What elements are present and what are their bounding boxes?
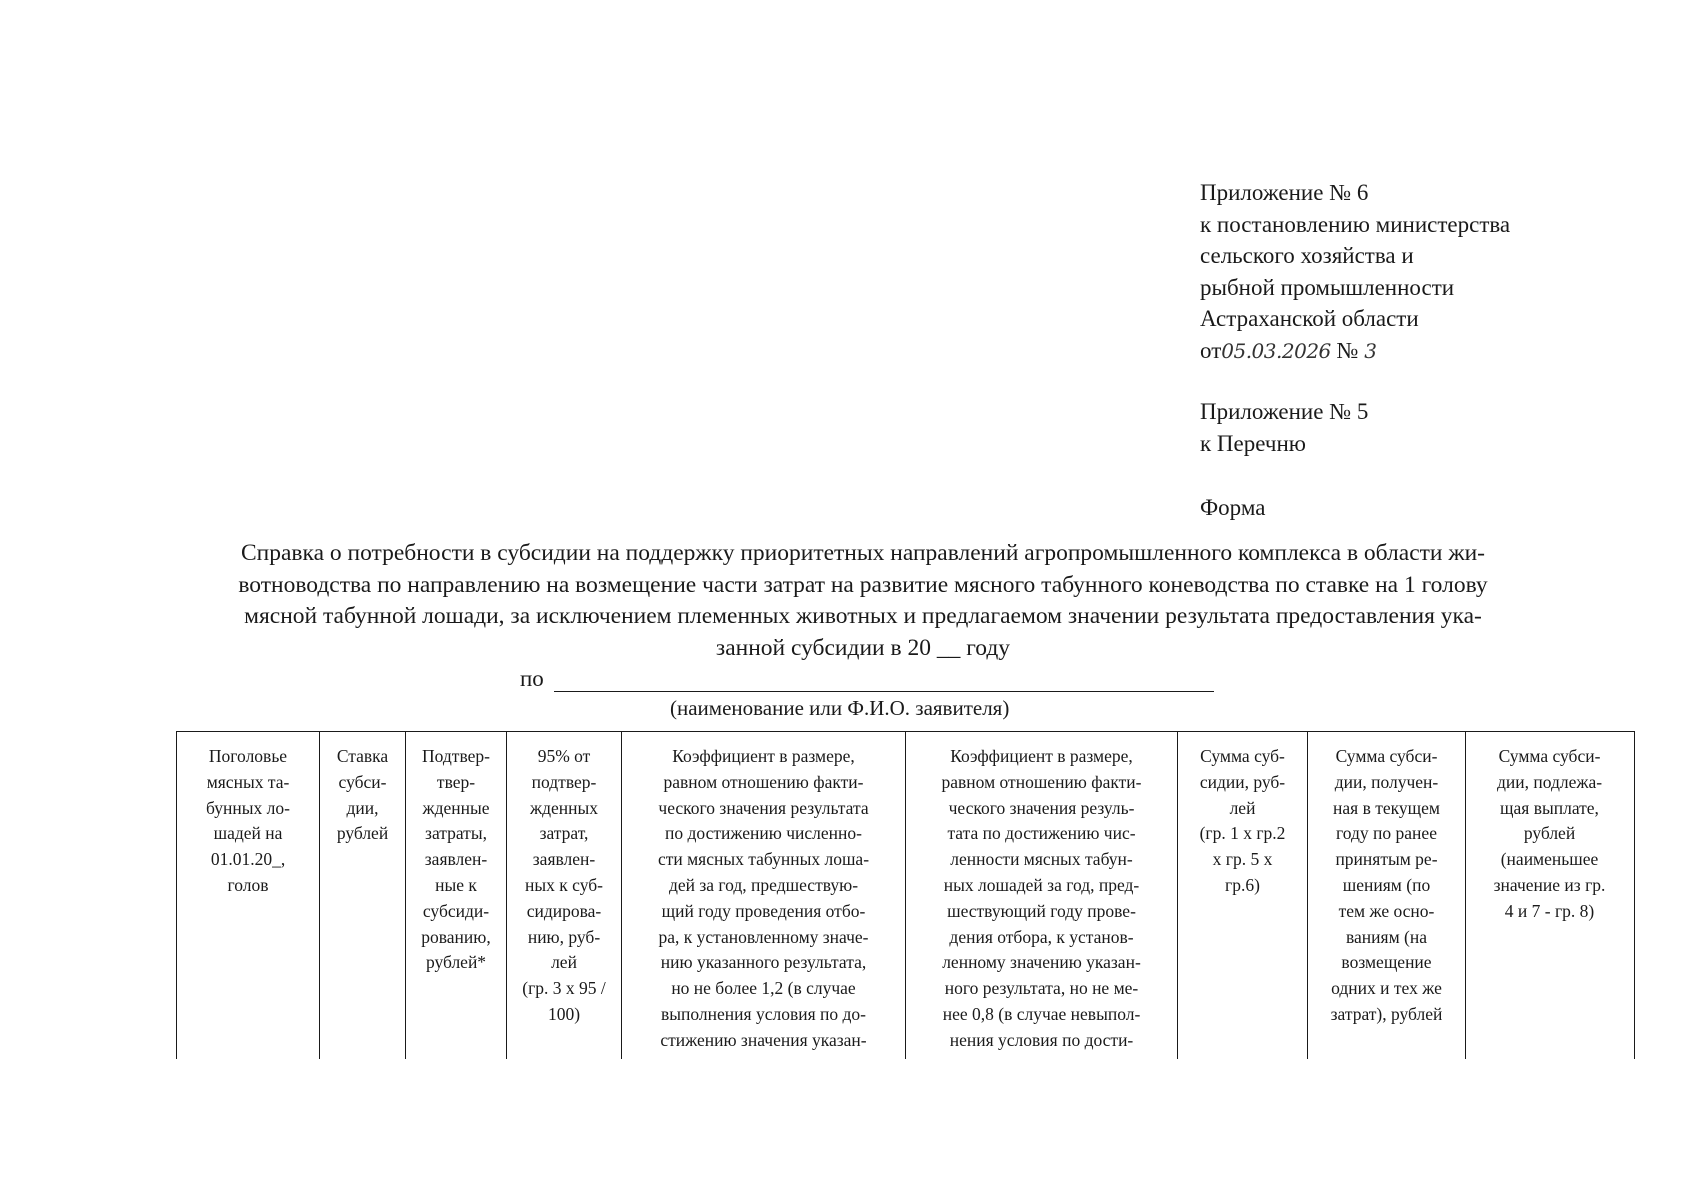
appendix-6-date-line — [1200, 335, 1510, 368]
column-header-line: нию, руб- — [527, 926, 601, 947]
column-header-line: ных к суб- — [525, 874, 603, 895]
column-header-line: Ставка — [336, 746, 389, 766]
column-header-line: ваниям (на — [1346, 926, 1427, 947]
column-header-line: нее 0,8 (в случае невыпол- — [942, 1003, 1141, 1024]
column-header-line: (гр. 3 x 95 / — [522, 978, 606, 999]
document-title — [128, 538, 1598, 664]
title-line: мясной табунной лошади, за исключением племенных животных и предлагаемом значении результата предоставления ука- — [244, 603, 1482, 629]
appendix-5-line: Приложение № 5 — [1200, 399, 1369, 424]
column-header-line: шадей на — [213, 823, 283, 844]
appendix-6-block — [1200, 177, 1510, 367]
column-header-line: сти мясных табунных лоша- — [657, 849, 870, 870]
column-header-line: Подтвер- — [422, 746, 490, 766]
handwritten-date: 05.03.2026 — [1221, 338, 1331, 363]
column-header-line: (гр. 1 x гр.2 — [1199, 823, 1286, 844]
column-header-line: тем же осно- — [1338, 900, 1435, 921]
column-header-line: 95% от — [537, 746, 591, 766]
column-header-line: ческого значения результата — [658, 797, 869, 818]
column-header-line: подтвер- — [531, 771, 597, 792]
column-header-line: рублей — [1523, 823, 1576, 844]
column-header-line: равном отношению факти- — [941, 771, 1142, 792]
title-line: занной субсидии в 20 __ году — [715, 634, 1011, 661]
column-header-line: (наименьшее — [1500, 849, 1599, 870]
column-header-line: бунных ло- — [206, 797, 290, 818]
appendix-6-line: сельского хозяйства и — [1200, 243, 1414, 268]
column-header-line: тата по достижению чис- — [947, 823, 1136, 844]
column-header-2 — [320, 732, 406, 1059]
column-header-line: Сумма субси- — [1335, 746, 1438, 766]
column-header-8 — [1308, 732, 1466, 1059]
column-header-line: затрат), рублей — [1330, 1003, 1443, 1024]
column-header-line: дии, — [346, 797, 379, 818]
column-header-line: шениям (по — [1342, 874, 1431, 895]
column-header-line: заявлен- — [424, 849, 488, 870]
appendix-6-line: Приложение № 6 — [1200, 180, 1369, 205]
column-header-line: стижению значения указан- — [660, 1029, 867, 1050]
column-header-5 — [622, 732, 906, 1059]
column-header-line: затраты, — [425, 823, 487, 844]
column-header-line: принятым ре- — [1335, 849, 1438, 870]
column-header-line: ленному значению указан- — [942, 952, 1141, 973]
column-header-line: лей — [551, 952, 577, 973]
column-header-line: 01.01.20_, — [210, 849, 286, 870]
column-header-line: дии, подлежа- — [1496, 771, 1603, 792]
column-header-3 — [406, 732, 507, 1059]
column-header-line: заявлен- — [532, 849, 596, 870]
column-header-line: рублей — [336, 823, 389, 844]
column-header-line: дения отбора, к установ- — [949, 926, 1134, 947]
applicant-prefix: по — [520, 666, 544, 691]
column-header-1 — [177, 732, 320, 1059]
column-header-line: но не более 1,2 (в случае — [671, 978, 856, 999]
column-header-line: рублей* — [425, 952, 487, 973]
applicant-underline — [554, 669, 1214, 692]
column-header-line: выполнения условия по до- — [661, 1003, 866, 1024]
column-header-line: сидии, руб- — [1199, 771, 1286, 792]
column-header-line: нию указанного результата, — [660, 952, 867, 973]
column-header-line: голов — [227, 874, 269, 895]
column-header-line: Сумма суб- — [1200, 746, 1285, 766]
appendix-5-block — [1200, 396, 1368, 459]
date-prefix: от — [1200, 337, 1222, 363]
column-header-line: равном отношению факти- — [663, 771, 864, 792]
column-header-line: твер- — [436, 771, 476, 792]
subsidy-table-header — [176, 731, 1635, 1059]
title-line: Справка о потребности в субсидии на поддержку приоритетных направлений агропромышленного комплекса в области жи- — [241, 540, 1485, 566]
column-header-4 — [507, 732, 622, 1059]
appendix-5-line: к Перечню — [1200, 430, 1306, 456]
column-header-line: рованию, — [421, 926, 491, 947]
column-header-line: дей за год, предшествую- — [668, 874, 859, 895]
column-header-line: щий году проведения отбо- — [661, 900, 866, 921]
column-header-line: дии, получен- — [1334, 771, 1439, 792]
column-header-line: 4 и 7 - гр. 8) — [1504, 900, 1595, 921]
column-header-line: ные к — [435, 874, 477, 895]
title-line: вотноводства по направлению на возмещение части затрат на развитие мясного табунного коневодства по ставке на 1 голову — [238, 571, 1488, 598]
column-header-line: субси- — [338, 771, 387, 792]
column-header-line: ленности мясных табун- — [950, 849, 1133, 870]
column-header-line: жденных — [529, 797, 598, 818]
column-header-line: году по ранее — [1336, 823, 1437, 844]
column-header-line: значение из гр. — [1493, 874, 1606, 895]
column-header-line: 100) — [547, 1003, 581, 1024]
column-header-line: Коэффициент в размере, — [672, 746, 855, 766]
appendix-6-line: Астраханской области — [1200, 306, 1419, 331]
column-header-line: шествующий году прове- — [947, 900, 1136, 921]
column-header-line: ра, к установленному значе- — [658, 926, 869, 947]
column-header-line: щая выплате, — [1500, 797, 1599, 818]
handwritten-number: 3 — [1364, 338, 1377, 363]
column-header-line: мясных та- — [206, 771, 290, 792]
column-header-9 — [1466, 732, 1633, 1059]
column-header-line: Поголовье — [208, 746, 288, 766]
applicant-line — [520, 666, 1214, 692]
column-header-line: по достижению численно- — [665, 823, 862, 844]
column-header-7 — [1178, 732, 1308, 1059]
column-header-line: ческого значения резуль- — [948, 797, 1135, 818]
column-header-6 — [906, 732, 1178, 1059]
column-header-line: одних и тех же — [1331, 978, 1442, 999]
column-header-line: ного результата, но не ме- — [944, 978, 1139, 999]
applicant-caption: (наименование или Ф.И.О. заявителя) — [670, 696, 1010, 720]
column-header-line: затрат, — [539, 823, 589, 844]
column-header-line: субсиди- — [422, 900, 490, 921]
appendix-6-line: рыбной промышленности — [1200, 274, 1455, 300]
column-header-line: возмещение — [1341, 952, 1432, 973]
column-header-line: нения условия по дости- — [949, 1029, 1134, 1050]
form-label: Форма — [1200, 495, 1266, 520]
column-header-line: Сумма субси- — [1498, 746, 1601, 766]
appendix-6-line: к постановлению министерства — [1200, 211, 1511, 237]
column-header-line: жденные — [422, 797, 490, 818]
column-header-line: ных лошадей за год, пред- — [943, 874, 1140, 895]
column-header-line: x гр. 5 x — [1212, 849, 1273, 870]
column-header-line: гр.6) — [1225, 874, 1260, 895]
column-header-line: лей — [1229, 797, 1256, 818]
column-header-line: Коэффициент в размере, — [950, 746, 1133, 766]
column-header-line: сидирова- — [526, 900, 602, 921]
column-header-line: ная в текущем — [1333, 797, 1440, 818]
number-label: № — [1336, 337, 1359, 363]
